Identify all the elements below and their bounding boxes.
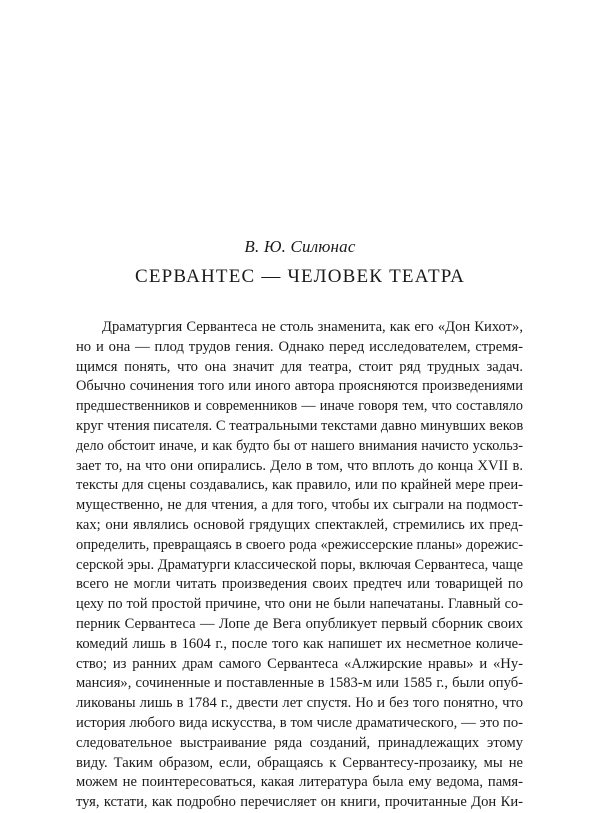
text-line: комедий лишь в 1604 г., после того как напишет их несметное количе- <box>76 635 523 652</box>
body-paragraph <box>76 318 523 813</box>
text-line: определить, превращаясь в своего рода «режиссерские планы» дорежис- <box>76 536 523 553</box>
text-line: туя, кстати, как подробно перечисляет он книги, прочитанные Дон Ки- <box>76 794 523 811</box>
text-line: цеху по той простой причине, что они не были напечатаны. Главный со- <box>76 596 523 613</box>
text-line: круг чтения писателя. С театральными текстами давно минувших веков <box>76 417 523 434</box>
text-line: история любого вида искусства, в том числе драматического, — это по- <box>76 714 523 731</box>
text-line: мущественно, не для чтения, а для того, чтобы их сыграли на подмост- <box>76 497 523 514</box>
text-line: дело обстоит иначе, и как будто бы от нашего внимания начисто ускольз- <box>76 437 523 454</box>
text-line: зает то, на что они опирались. Дело в том, что вплоть до конца XVII в. <box>76 457 523 474</box>
chapter-author: В. Ю. Силюнас <box>244 237 356 256</box>
text-line: можем не поинтересоваться, какая литература была ему ведома, памя- <box>76 774 523 791</box>
text-line: но и она — плод трудов гения. Однако перед исследователем, стремя- <box>76 338 523 355</box>
text-line: Обычно сочинения того или иного автора проясняются произведениями <box>76 378 523 395</box>
text-line: ках; они являлись основой грядущих спектаклей, стремились их пред- <box>76 516 523 533</box>
text-line: всего не могли читать произведения своих предтеч или товарищей по <box>76 576 523 593</box>
text-line: мансия», сочиненные и поставленные в 1583-м или 1585 г., были опуб- <box>76 675 523 692</box>
text-line: тексты для сцены создавались, как правило, или по крайней мере преи- <box>76 477 523 494</box>
text-line: серской эры. Драматурги классической поры, включая Сервантеса, чаще <box>76 556 523 573</box>
text-line: ликованы лишь в 1784 г., двести лет спустя. Но и без того понятно, что <box>76 695 523 712</box>
text-line: перник Сервантеса — Лопе де Вега опубликует первый сборник своих <box>76 615 523 632</box>
text-line: Драматургия Сервантеса не столь знаменита, как его «Дон Кихот», <box>102 319 523 335</box>
text-line: следовательное выстраивание ряда созданий, принадлежащих этому <box>76 734 523 751</box>
text-line: виду. Таким образом, если, обращаясь к Сервантесу-прозаику, мы не <box>76 754 523 771</box>
chapter-title: СЕРВАНТЕС — ЧЕЛОВЕК ТЕАТРА <box>134 266 466 287</box>
text-line: предшественников и современников — иначе говоря тем, что составляло <box>76 398 523 415</box>
text-line: щимся понять, что она значит для театра, стоит ряд трудных задач. <box>76 358 523 375</box>
text-line: ство; из ранних драм самого Сервантеса «Алжирские нравы» и «Ну- <box>76 655 523 672</box>
